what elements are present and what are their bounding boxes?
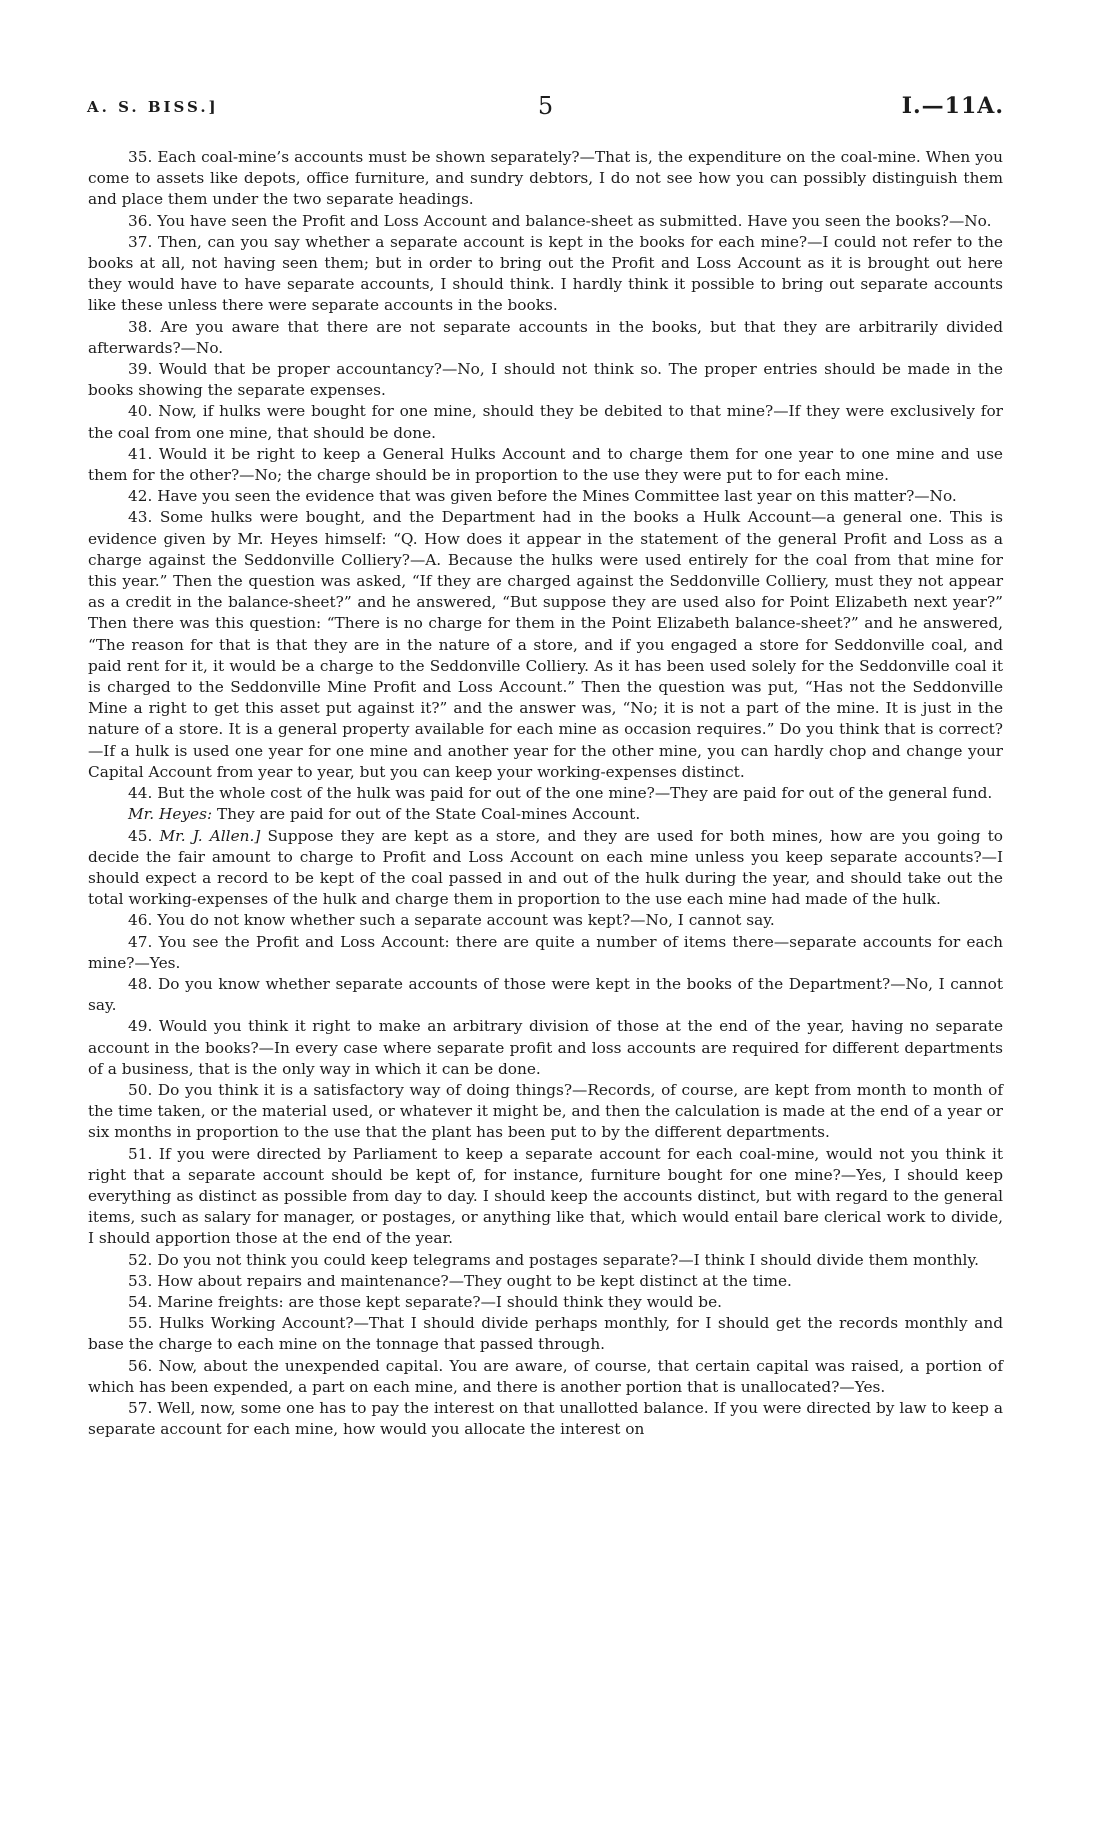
question-number: 44. [128, 784, 153, 803]
question-paragraph [88, 974, 1003, 1016]
paragraph-text: You have seen the Profit and Loss Account and balance-sheet as submitted. Have you seen the books?—No. [157, 211, 992, 230]
paragraph-text: Then, can you say whether a separate account is kept in the books for each mine?—I could not refer to the books at all, not having seen them; but in order to bring out the Profit and Loss Account as it is brought out here they would have to have separate accounts, I should think. I hardly think it possible to bring out separate accounts like these unless there were separate accounts in the books. [88, 232, 1003, 315]
question-number: 37. [128, 232, 153, 251]
question-number: 52. [128, 1250, 153, 1269]
question-number: 55. [128, 1314, 153, 1333]
paragraph-text: Do you think it is a satisfactory way of doing things?—Records, of course, are kept from month to month of the time taken, or the material used, or whatever it might be, and then the calculation is made at the end of a year or six months in proportion to the use that the plant has been put to by the different departments. [88, 1080, 1003, 1142]
question-number: 51. [128, 1144, 153, 1163]
paragraph-text: Would that be proper accountancy?—No, I should not think so. The proper entries should be made in the books showing the separate expenses. [88, 360, 1003, 400]
page-number: 5 [537, 92, 554, 120]
page-header [87, 92, 1004, 126]
question-paragraph [88, 1398, 1003, 1440]
question-paragraph [88, 1016, 1003, 1080]
question-number: 48. [128, 974, 153, 993]
paragraph-text: Each coal-mine’s accounts must be shown separately?—That is, the expenditure on the coal-mine. When you come to assets like depots, office furniture, and sundry debtors, I do not see how you can possibly distinguish them and place them under the two separate headings. [88, 148, 1003, 209]
paragraph-text: They are paid for out of the State Coal-mines Account. [212, 805, 641, 824]
paragraph-text: But the whole cost of the hulk was paid for out of the one mine?—They are paid for out of the general fund. [157, 784, 993, 803]
question-paragraph [88, 1144, 1003, 1250]
paragraph-text: Hulks Working Account?—That I should divide perhaps monthly, for I should get the records monthly and base the charge to each mine on the tonnage that passed through. [88, 1314, 1003, 1354]
question-number: 42. [128, 487, 153, 506]
question-number: 43. [128, 508, 153, 527]
question-number: 35. [128, 148, 153, 166]
paragraph-text: Would it be right to keep a General Hulks Account and to charge them for one year to one mine and use them for the other?—No; the charge should be in proportion to the use they were put to for each mine. [88, 444, 1003, 485]
question-paragraph [88, 359, 1003, 401]
paragraph-text: Now, if hulks were bought for one mine, should they be debited to that mine?—If they were exclusively for the coal from one mine, that should be done. [88, 402, 1003, 442]
question-number: 49. [128, 1017, 153, 1036]
paragraph-text: Do you not think you could keep telegrams and postages separate?—I think I should divide them monthly. [157, 1250, 979, 1269]
question-number: 46. [128, 911, 153, 930]
paragraph-text: You see the Profit and Loss Account: there are quite a number of items there—separate accounts for each mine?—Yes. [88, 932, 1003, 972]
paragraph-text: You do not know whether such a separate account was kept?—No, I cannot say. [157, 911, 775, 930]
question-paragraph [88, 826, 1003, 911]
question-number: 39. [128, 360, 153, 379]
question-number: 56. [128, 1356, 153, 1375]
question-paragraph [88, 1250, 1003, 1271]
question-number: 36. [128, 211, 153, 230]
paragraph-text: Are you aware that there are not separate accounts in the books, but that they are arbitrarily divided afterwards?—No. [88, 317, 1003, 357]
paragraph-text: Would you think it right to make an arbitrary division of those at the end of the year, having no separate account in the books?—In every case where separate profit and loss accounts are required for different departments of a business, that is the only way in which it can be done. [88, 1017, 1003, 1078]
paper-reference: I.—11A. [901, 93, 1004, 119]
speaker-name: Mr. J. Allen.] [159, 826, 261, 845]
question-paragraph [88, 1313, 1003, 1355]
question-paragraph [88, 317, 1003, 359]
paragraph-text: Suppose they are kept as a store, and they are used for both mines, how are you going to decide the fair amount to charge to Profit and Loss Account on each mine unless you keep separate accounts?—I should expect a record to be kept of the coal passed in and out of the hulk during the year, and should take out the total working-expenses of the hulk and charge them in proportion to the use each mine had made of the hulk. [88, 826, 1003, 909]
paragraph-text: Well, now, some one has to pay the interest on that unallotted balance. If you were directed by law to keep a separate account for each mine, how would you allocate the interest on [88, 1398, 1003, 1439]
question-paragraph [88, 401, 1003, 443]
question-paragraph [88, 147, 1003, 211]
question-number: 57. [128, 1398, 153, 1417]
question-number: 54. [128, 1292, 153, 1311]
paragraph-text: Now, about the unexpended capital. You are aware, of course, that certain capital was raised, a portion of which has been expended, a part on each mine, and there is another portion that is unallocated?—Yes. [88, 1356, 1003, 1396]
question-paragraph [88, 507, 1003, 783]
question-number: 41. [128, 444, 153, 463]
question-number: 38. [128, 317, 153, 336]
question-paragraph [88, 804, 1003, 825]
paragraph-text: Marine freights: are those kept separate?—I should think they would be. [157, 1292, 722, 1311]
paragraph-text: Have you seen the evidence that was given before the Mines Committee last year on this matter?—No. [157, 487, 957, 506]
question-paragraph [88, 211, 1003, 232]
question-paragraph [88, 932, 1003, 974]
question-paragraph [88, 910, 1003, 931]
question-number: 50. [128, 1080, 153, 1099]
question-number: 45. [128, 826, 153, 845]
question-paragraph [88, 444, 1003, 486]
question-paragraph [88, 232, 1003, 317]
question-number: 47. [128, 932, 153, 951]
question-paragraph [88, 1356, 1003, 1398]
question-paragraph [88, 486, 1003, 507]
speaker-name: Mr. Heyes: [128, 805, 213, 824]
evidence-text [88, 147, 1003, 1440]
header-witness-name: A. S. BISS.] [87, 98, 219, 116]
question-paragraph [88, 1271, 1003, 1292]
question-paragraph [88, 1292, 1003, 1313]
paragraph-text: If you were directed by Parliament to keep a separate account for each coal-mine, would not you think it right that a separate account should be kept of, for instance, furniture bought for one mine?—Yes, I should keep everything as distinct as possible from day to day. I should keep the accounts distinct, but with regard to the general items, such as salary for manager, or postages, or anything like that, which would entail bare clerical work to divide, I should apportion those at the end of the year. [88, 1144, 1003, 1248]
paragraph-text: Do you know whether separate accounts of those were kept in the books of the Department?—No, I cannot say. [88, 974, 1003, 1015]
question-number: 40. [128, 402, 153, 421]
question-paragraph [88, 783, 1003, 804]
paragraph-text: Some hulks were bought, and the Department had in the books a Hulk Account—a general one. This is evidence given by Mr. Heyes himself: “Q. How does it appear in the statement of the general Profit and Loss as a charge against the Seddonville Colliery?—A. Because the hulks were used entirely for the coal from that mine for this year.” Then the question was asked, “If they are charged against the Seddonville Colliery, must they not appear as a credit in the balance-sheet?” and he answered, “But suppose they are used also for Point Elizabeth next year?” Then there was this question: “There is no charge for them in the Point Elizabeth balance-sheet?” and he answered, “The reason for that is that they are in the nature of a store, and if you engaged a store for Seddonville coal, and paid rent for it, it would be a charge to the Seddonville Colliery. As it has been used solely for the Seddonville coal it is charged to the Seddonville Mine Profit and Loss Account.” Then the question was put, “Has not the Seddonville Mine a right to get this asset put against it?” and the answer was, “No; it is not a part of the mine. It is just in the nature of a store. It is a general property available for each mine as occasion requires.” Do you think that is correct?—If a hulk is used one year for one mine and another year for the other mine, you can hardly chop and change your Capital Account from year to year, but you can keep your working-expenses distinct. [88, 508, 1003, 781]
question-number: 53. [128, 1271, 153, 1290]
paragraph-text: How about repairs and maintenance?—They ought to be kept distinct at the time. [157, 1271, 792, 1290]
question-paragraph [88, 1080, 1003, 1144]
